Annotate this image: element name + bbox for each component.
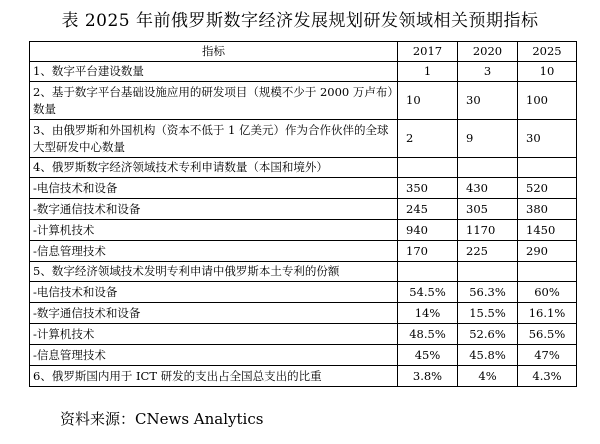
value-2025	[518, 262, 577, 282]
value-2017: 14%	[398, 303, 458, 324]
source-note: 资料来源：CNews Analytics	[60, 410, 264, 428]
header-2017: 2017	[398, 42, 458, 62]
value-2025: 290	[518, 241, 577, 262]
table-title: 表 2025 年前俄罗斯数字经济发展规划研发领域相关预期指标	[61, 11, 539, 31]
value-2020: 30	[458, 82, 518, 120]
indicator-label: 2、基于数字平台基础设施应用的研发项目（规模不少于 2000 万卢布）数量	[30, 82, 398, 120]
indicator-label: 5、数字经济领域技术发明专利申请中俄罗斯本土专利的份额	[30, 262, 398, 282]
indicator-label: -计算机技术	[30, 220, 398, 241]
value-2025: 56.5%	[518, 324, 577, 345]
value-2025: 4.3%	[518, 366, 577, 387]
indicator-label: 3、由俄罗斯和外国机构（资本不低于 1 亿美元）作为合作伙伴的全球大型研发中心数量	[30, 120, 398, 158]
value-2020	[458, 158, 518, 178]
table-row	[30, 220, 577, 241]
value-2020	[458, 262, 518, 282]
indicator-label: 4、俄罗斯数字经济领域技术专利申请数量（本国和境外）	[30, 158, 398, 178]
value-2020: 4%	[458, 366, 518, 387]
table-row	[30, 366, 577, 387]
value-2020: 45.8%	[458, 345, 518, 366]
value-2020: 56.3%	[458, 282, 518, 303]
table-row	[30, 178, 577, 199]
value-2017: 10	[398, 82, 458, 120]
value-2020: 1170	[458, 220, 518, 241]
table-row	[30, 82, 577, 120]
value-2020: 3	[458, 62, 518, 82]
table-row	[30, 120, 577, 158]
indicator-label: -数字通信技术和设备	[30, 303, 398, 324]
value-2025: 16.1%	[518, 303, 577, 324]
indicator-label: 6、俄罗斯国内用于 ICT 研发的支出占全国总支出的比重	[30, 366, 398, 387]
value-2017	[398, 262, 458, 282]
indicator-label: -电信技术和设备	[30, 282, 398, 303]
table-row	[30, 241, 577, 262]
header-indicator: 指标	[30, 42, 398, 62]
value-2025: 100	[518, 82, 577, 120]
indicator-label: -电信技术和设备	[30, 178, 398, 199]
table-row	[30, 262, 577, 282]
table-row	[30, 303, 577, 324]
table-header-row	[30, 42, 577, 62]
header-2025: 2025	[518, 42, 577, 62]
value-2025: 60%	[518, 282, 577, 303]
indicator-label: -信息管理技术	[30, 345, 398, 366]
value-2020: 305	[458, 199, 518, 220]
value-2020: 225	[458, 241, 518, 262]
value-2020: 9	[458, 120, 518, 158]
value-2017: 48.5%	[398, 324, 458, 345]
value-2025: 10	[518, 62, 577, 82]
value-2017: 3.8%	[398, 366, 458, 387]
value-2017: 54.5%	[398, 282, 458, 303]
indicator-label: -计算机技术	[30, 324, 398, 345]
table-row	[30, 345, 577, 366]
value-2020: 52.6%	[458, 324, 518, 345]
value-2017: 1	[398, 62, 458, 82]
table-row	[30, 324, 577, 345]
value-2017: 170	[398, 241, 458, 262]
indicator-label: -信息管理技术	[30, 241, 398, 262]
value-2020: 430	[458, 178, 518, 199]
value-2017: 940	[398, 220, 458, 241]
table-row	[30, 282, 577, 303]
indicator-label: -数字通信技术和设备	[30, 199, 398, 220]
value-2025: 520	[518, 178, 577, 199]
header-2020: 2020	[458, 42, 518, 62]
table-row	[30, 158, 577, 178]
value-2017: 245	[398, 199, 458, 220]
value-2017: 2	[398, 120, 458, 158]
table-body	[30, 62, 577, 387]
table-row	[30, 199, 577, 220]
value-2025: 380	[518, 199, 577, 220]
value-2025: 1450	[518, 220, 577, 241]
value-2025: 30	[518, 120, 577, 158]
value-2017: 45%	[398, 345, 458, 366]
table-row	[30, 62, 577, 82]
value-2017	[398, 158, 458, 178]
value-2020: 15.5%	[458, 303, 518, 324]
value-2025	[518, 158, 577, 178]
value-2017: 350	[398, 178, 458, 199]
indicators-table	[29, 41, 577, 387]
value-2025: 47%	[518, 345, 577, 366]
indicator-label: 1、数字平台建设数量	[30, 62, 398, 82]
